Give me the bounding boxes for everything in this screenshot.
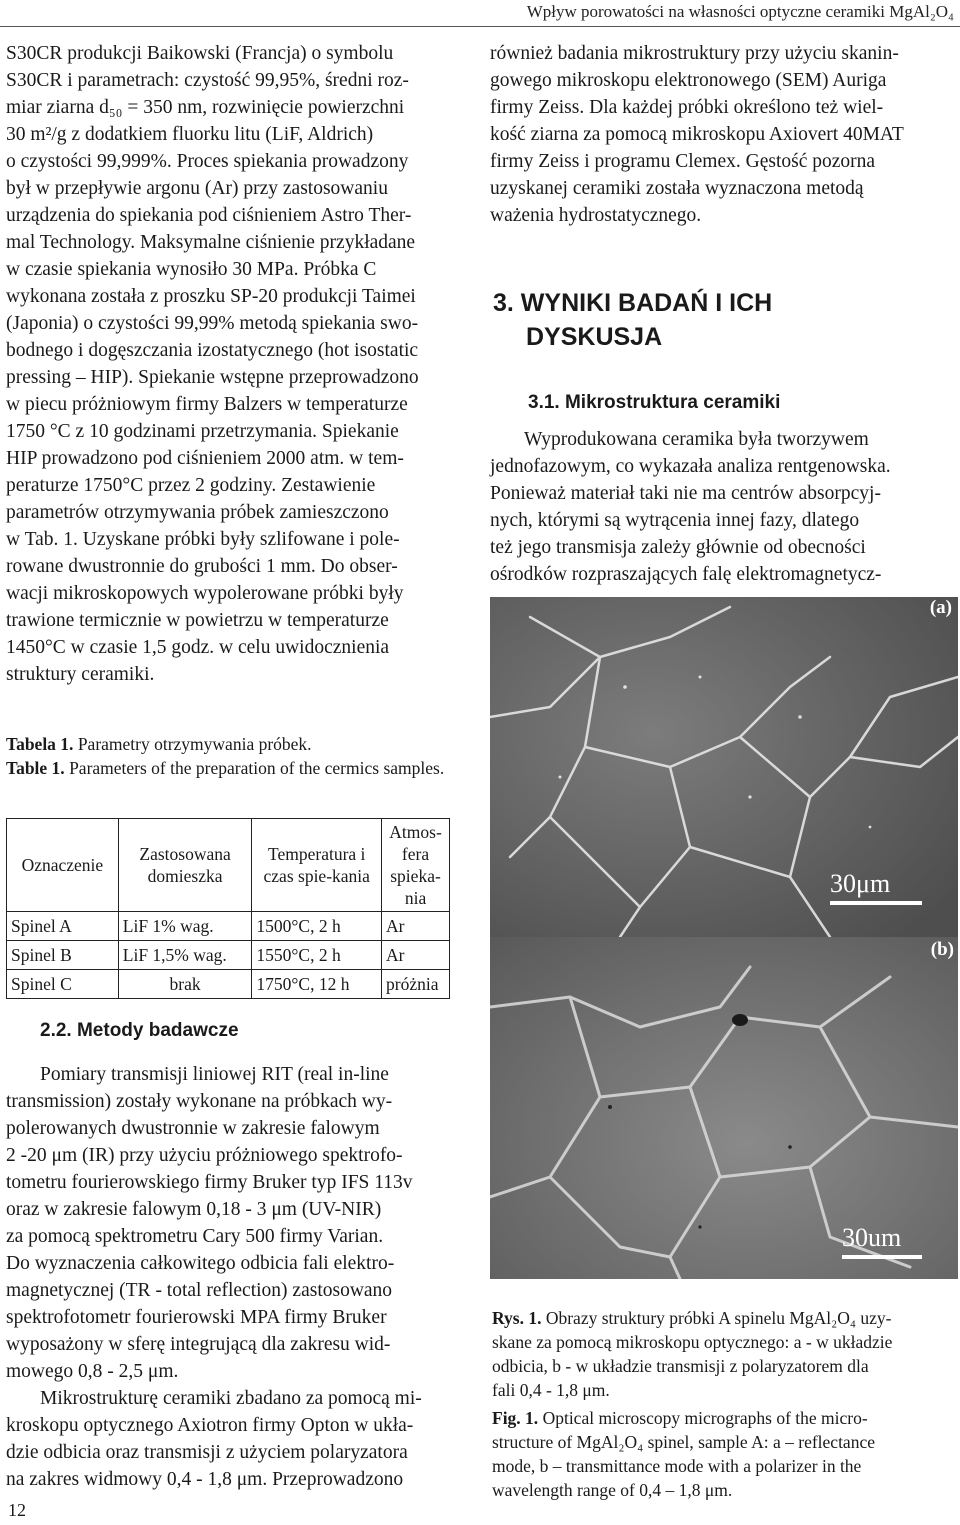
- text-line: ośrodków rozpraszających falę elektromagnetycz-: [490, 564, 882, 585]
- table-cell: Spinel B: [7, 941, 119, 970]
- scale-bar-b-label: 30um: [842, 1223, 902, 1252]
- right-column: [490, 40, 957, 229]
- section-3-heading-line2: DYSKUSJA: [526, 323, 663, 351]
- text-line: również badania mikrostruktury przy użyciu skanin-: [490, 43, 899, 64]
- text-line: polerowanych dwustronnie w zakresie falowym: [6, 1118, 380, 1139]
- text-line: oraz w zakresie falowym 0,18 - 3 μm (UV-NIR): [6, 1199, 382, 1220]
- section-2-2-heading: 2.2. Metody badawcze: [40, 1020, 239, 1041]
- text-line: firmy Zeiss. Dla każdej próbki określono też wiel-: [490, 97, 884, 118]
- text-line: mowego 0,8 - 2,5 μm.: [6, 1361, 179, 1382]
- table-caption: [6, 732, 466, 780]
- left-column: [6, 40, 469, 688]
- table-caption-en-label: Table 1.: [6, 758, 65, 778]
- results-paragraph: [490, 426, 957, 588]
- text-line: wavelength range of 0,4 – 1,8 μm.: [492, 1480, 733, 1500]
- text-line: też jego transmisja zależy głównie od obecności: [490, 537, 866, 558]
- table-caption-pl-text: Parametry otrzymywania próbek.: [77, 734, 312, 754]
- text-line: rowane dwustronnie do grubości 1 mm. Do obser-: [6, 556, 398, 577]
- table-caption-en-text: Parameters of the preparation of the cermics samples.: [69, 758, 445, 778]
- table-header-row: [7, 819, 450, 912]
- text-line: 1450°C w czasie 1,5 godz. w celu uwidocznienia: [6, 637, 390, 658]
- text-line: magnetycznej (TR - total reflection) zastosowano: [6, 1280, 393, 1301]
- text-line: transmission) zostały wykonane na próbkach wy-: [6, 1091, 393, 1112]
- table-row: [7, 970, 450, 999]
- section-3-1-heading: 3.1. Mikrostruktura ceramiki: [528, 392, 781, 413]
- table-cell: LiF 1% wag.: [118, 912, 252, 941]
- table-header-cell: Temperatura i czas spie-kania: [252, 819, 382, 912]
- text-line: bodnego i dogęszczania izostatycznego (hot isostatic: [6, 340, 419, 361]
- text-line: S30CR produkcji Baikowski (Francja) o symbolu: [6, 43, 394, 64]
- text-line: gowego mikroskopu elektronowego (SEM) Auriga: [490, 70, 887, 91]
- text-line: tometru fourierowskiego firmy Bruker typ IFS 113v: [6, 1172, 413, 1193]
- header-rule: [0, 26, 960, 27]
- text-line: miar ziarna d₅₀ = 350 nm, rozwinięcie powierzchni: [6, 97, 405, 118]
- table-caption-pl-label: Tabela 1.: [6, 734, 74, 754]
- scale-bar-b-line: [842, 1255, 922, 1259]
- text-line: 30 m²/g z dodatkiem fluorku litu (LiF, Aldrich): [6, 124, 374, 145]
- text-line: był w przepływie argonu (Ar) przy zastosowaniu: [6, 178, 388, 199]
- micrograph-b-label: (b): [930, 939, 954, 960]
- figure-caption-en-text: [492, 1408, 875, 1500]
- table-cell: próżnia: [382, 970, 450, 999]
- text-line: mode, b – transmittance mode with a polarizer in the: [492, 1456, 862, 1476]
- text-line: 2 -20 μm (IR) przy użyciu próżniowego spektrofo-: [6, 1145, 403, 1166]
- materials-paragraph-text: [6, 40, 469, 688]
- running-title: Wpływ porowatości na własności optyczne ceramiki MgAl₂O₄: [526, 2, 954, 21]
- text-line: ważenia hydrostatycznego.: [490, 205, 702, 226]
- table-row: [7, 941, 450, 970]
- text-line: S30CR i parametrach: czystość 99,95%, średni roz-: [6, 70, 409, 91]
- table-header-cell: Atmos-fera spieka-nia: [382, 819, 450, 912]
- text-line: na zakres widmowy 0,4 - 1,8 μm. Przeprowadzono: [6, 1469, 404, 1490]
- table-cell: Ar: [382, 912, 450, 941]
- text-line: trawione termicznie w powietrzu w temperaturze: [6, 610, 389, 631]
- results-paragraph-text: [490, 426, 957, 588]
- table-cell: 1500°C, 2 h: [252, 912, 382, 941]
- text-line: HIP prowadzono pod ciśnieniem 2000 atm. w tem-: [6, 448, 404, 469]
- text-line: (Japonia) o czystości 99,99% metodą spiekania swo-: [6, 313, 419, 334]
- text-line: uzyskanej ceramiki została wyznaczona metodą: [490, 178, 864, 199]
- table-cell: LiF 1,5% wag.: [118, 941, 252, 970]
- microstructure-methods-text: [6, 1385, 469, 1493]
- text-line: skane za pomocą mikroskopu optycznego: a - w układzie: [492, 1332, 893, 1352]
- table-cell: Spinel C: [7, 970, 119, 999]
- text-line: Obrazy struktury próbki A spinelu MgAl₂O₄ uzy-: [545, 1308, 892, 1328]
- text-line: Do wyznaczenia całkowitego odbicia fali elektro-: [6, 1253, 395, 1274]
- methods-paragraph: [6, 1061, 469, 1493]
- micrograph-a: [490, 597, 958, 937]
- section-3-heading-line1: 3. WYNIKI BADAŃ I ICH: [493, 289, 773, 317]
- text-line: urządzenia do spiekania pod ciśnieniem Astro Ther-: [6, 205, 412, 226]
- text-line: Ponieważ materiał taki nie ma centrów absorpcyj-: [490, 483, 881, 504]
- text-line: struktury ceramiki.: [6, 664, 155, 685]
- materials-paragraph: [6, 40, 469, 688]
- table-cell: brak: [118, 970, 252, 999]
- scale-bar-b: [842, 1223, 922, 1253]
- text-line: structure of MgAl₂O₄ spinel, sample A: a – reflectance: [492, 1432, 875, 1452]
- text-line: jednofazowym, co wykazała analiza rentgenowska.: [490, 456, 891, 477]
- text-line: wykonana została z proszku SP-20 produkcji Taimei: [6, 286, 416, 307]
- text-line: fali 0,4 - 1,8 μm.: [492, 1380, 610, 1400]
- table-cell: Spinel A: [7, 912, 119, 941]
- text-line: kroskopu optycznego Axiotron firmy Opton w ukła-: [6, 1415, 414, 1436]
- table-header-cell: Oznaczenie: [7, 819, 119, 912]
- text-line: w czasie spiekania wynosiło 30 MPa. Próbka C: [6, 259, 377, 280]
- section-3-heading: [493, 286, 953, 354]
- text-line: dzie odbicia oraz transmisji z użyciem polaryzatora: [6, 1442, 408, 1463]
- text-line: parametrów otrzymywania próbek zamieszczono: [6, 502, 389, 523]
- text-line: za pomocą spektrometru Cary 500 firmy Varian.: [6, 1226, 384, 1247]
- text-line: w piecu próżniowym firmy Balzers w temperaturze: [6, 394, 408, 415]
- text-line: Wyprodukowana ceramika była tworzywem: [524, 429, 869, 450]
- table-cell: Ar: [382, 941, 450, 970]
- table-header-cell: Zastosowana domieszka: [118, 819, 252, 912]
- table-cell: 1750°C, 12 h: [252, 970, 382, 999]
- text-line: odbicia, b - w układzie transmisji z polaryzatorem dla: [492, 1356, 869, 1376]
- text-line: peraturze 1750°C przez 2 godziny. Zestawienie: [6, 475, 376, 496]
- page-number: 12: [8, 1500, 26, 1520]
- text-line: pressing – HIP). Spiekanie wstępne przeprowadzono: [6, 367, 419, 388]
- figure-caption-en-label: Fig. 1.: [492, 1408, 539, 1428]
- table-cell: 1550°C, 2 h: [252, 941, 382, 970]
- text-line: wacji mikroskopowych wypolerowane próbki były: [6, 583, 404, 604]
- methods-paragraph-text: [6, 1061, 469, 1385]
- sem-paragraph: [490, 40, 957, 229]
- text-line: spektrofotometr fourierowski MPA firmy Bruker: [6, 1307, 387, 1328]
- micrograph-b: [490, 937, 958, 1279]
- text-line: 1750 °C z 10 godzinami przetrzymania. Spiekanie: [6, 421, 399, 442]
- table-row: [7, 912, 450, 941]
- scale-bar-a-label: 30μm: [830, 869, 891, 898]
- figure-caption-pl-text: [492, 1308, 892, 1400]
- text-line: Mikrostrukturę ceramiki zbadano za pomocą mi-: [40, 1388, 422, 1409]
- scale-bar-a: [830, 869, 922, 899]
- text-line: w Tab. 1. Uzyskane próbki były szlifowane i pole-: [6, 529, 400, 550]
- text-line: kość ziarna za pomocą mikroskopu Axiovert 40MAT: [490, 124, 904, 145]
- text-line: firmy Zeiss i programu Clemex. Gęstość pozorna: [490, 151, 876, 172]
- text-line: o czystości 99,999%. Proces spiekania prowadzony: [6, 151, 409, 172]
- figure-caption: [492, 1306, 954, 1502]
- parameters-table: [6, 818, 450, 999]
- scale-bar-a-line: [830, 901, 922, 905]
- figure-caption-pl-label: Rys. 1.: [492, 1308, 542, 1328]
- text-line: wyposażony w sferę integrującą dla zakresu wid-: [6, 1334, 391, 1355]
- text-line: Optical microscopy micrographs of the micro-: [542, 1408, 868, 1428]
- sem-paragraph-text: [490, 40, 957, 229]
- text-line: Pomiary transmisji liniowej RIT (real in-line: [40, 1064, 389, 1085]
- text-line: mal Technology. Maksymalne ciśnienie przykładane: [6, 232, 416, 253]
- text-line: nych, którymi są wytrącenia innej fazy, dlatego: [490, 510, 860, 531]
- micrograph-a-label: (a): [929, 597, 952, 618]
